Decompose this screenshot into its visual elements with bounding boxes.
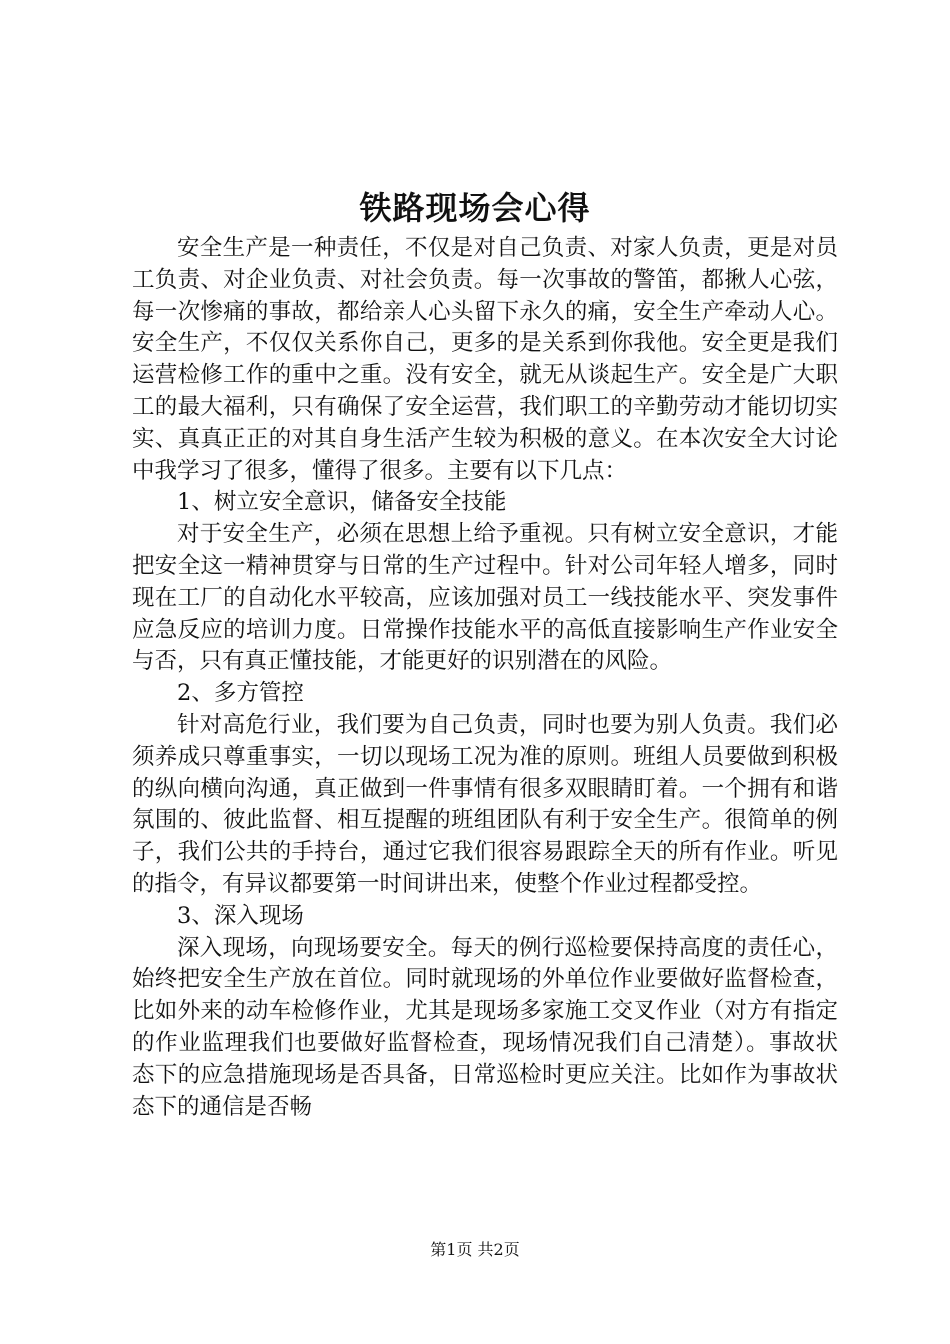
page-footer: 第1页 共2页 (430, 1240, 520, 1259)
section-paragraph-1: 对于安全生产，必须在思想上给予重视。只有树立安全意识，才能把安全这一精神贯穿与日常的生产过程中。针对公司年轻人增多，同时现在工厂的自动化水平较高，应该加强对员工一线技能水平、突发事件应急反应的培训力度。日常操作技能水平的高低直接影响生产作业安全与否，只有真正懂技能，才能更好的识别潜在的风险。 (132, 521, 838, 675)
document-body (132, 233, 838, 1123)
intro-paragraph: 安全生产是一种责任，不仅是对自己负责、对家人负责，更是对员工负责、对企业负责、对社会负责。每一次事故的警笛，都揪人心弦，每一次惨痛的事故，都给亲人心头留下永久的痛，安全生产牵动人心。安全生产，不仅仅关系你自己，更多的是关系到你我他。安全更是我们运营检修工作的重中之重。没有安全，就无从谈起生产。安全是广大职工的最大福利，只有确保了安全运营，我们职工的辛勤劳动才能切切实实、真真正正的对其自身生活产生较为积极的意义。在本次安全大讨论中我学习了很多，懂得了很多。主要有以下几点： (132, 235, 838, 484)
section-heading-1: 1、树立安全意识，储备安全技能 (177, 489, 507, 516)
section-paragraph-2: 针对高危行业，我们要为自己负责，同时也要为别人负责。我们必须养成只尊重事实，一切以现场工况为准的原则。班组人员要做到积极的纵向横向沟通，真正做到一件事情有很多双眼睛盯着。一个拥有和谐氛围的、彼此监督、相互提醒的班组团队有利于安全生产。很简单的例子，我们公共的手持台，通过它我们很容易跟踪全天的所有作业。听见的指令，有异议都要第一时间讲出来，使整个作业过程都受控。 (132, 711, 838, 897)
section-heading-3: 3、深入现场 (177, 902, 304, 929)
document-title: 铁路现场会心得 (359, 189, 591, 227)
section-paragraph-3: 深入现场，向现场要安全。每天的例行巡检要保持高度的责任心，始终把安全生产放在首位。同时就现场的外单位作业要做好监督检查，比如外来的动车检修作业，尤其是现场多家施工交叉作业（对方有指定的作业监理我们也要做好监督检查，现场情况我们自己清楚）。事故状态下的应急措施现场是否具备，日常巡检时更应关注。比如作为事故状态下的通信是否畅 (132, 934, 838, 1120)
section-heading-2: 2、多方管控 (177, 680, 304, 707)
